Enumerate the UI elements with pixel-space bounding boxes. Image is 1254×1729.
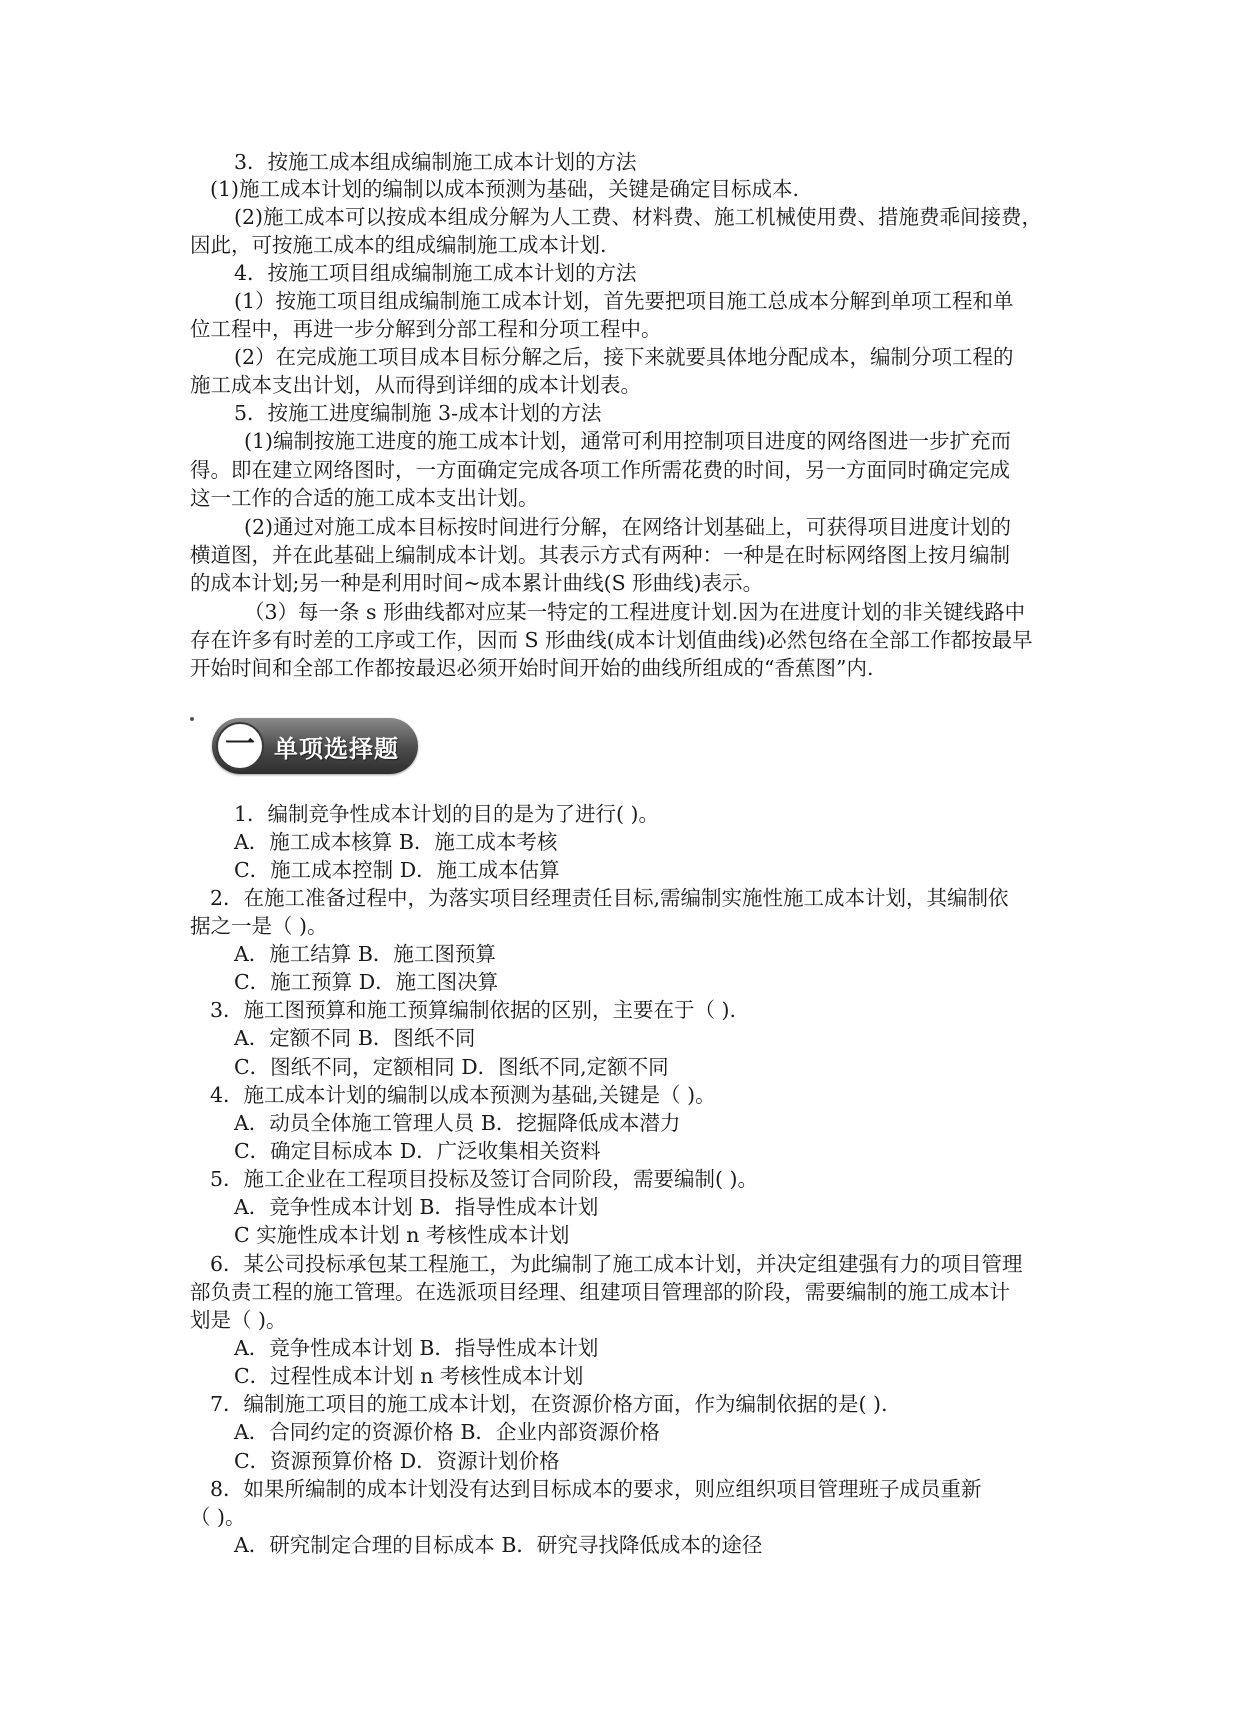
question-7-options-ab: A．合同约定的资源价格 B．企业内部资源价格 <box>234 1420 660 1444</box>
question-4: 4．施工成本计划的编制以成本预测为基础,关键是（ )。 <box>210 1083 716 1107</box>
question-8-cont: （ )。 <box>190 1505 246 1529</box>
question-5: 5．施工企业在工程项目投标及签订合同阶段，需要编制( )。 <box>210 1167 759 1191</box>
section-heading-4: 4．按施工项目组成编制施工成本计划的方法 <box>234 261 637 285</box>
paragraph-line: (2)通过对施工成本目标按时间进行分解，在网络计划基础上，可获得项目进度计划的 <box>244 515 1012 539</box>
stray-dot <box>190 717 194 721</box>
question-7-options-cd: C．资源预算价格 D．资源计划价格 <box>234 1449 560 1473</box>
paragraph-line: (1)施工成本计划的编制以成本预测为基础，关键是确定目标成本. <box>210 177 800 201</box>
paragraph-line: （3）每一条 s 形曲线都对应某一特定的工程进度计划.因为在进度计划的非关键线路中 <box>244 600 1026 624</box>
paragraph-line: 的成本计划;另一种是利用时间~成本累计曲线(S 形曲线)表示。 <box>190 571 764 595</box>
question-6-options-cd: C．过程性成本计划 n 考核性成本计划 <box>234 1364 584 1388</box>
paragraph-line: (2)施工成本可以按成本组成分解为人工费、材料费、施工机械使用费、措施费乖间接费， <box>234 205 1043 229</box>
question-4-options-cd: C．确定目标成本 D．广泛收集相关资料 <box>234 1139 601 1163</box>
banner-number-badge: 一 <box>216 722 264 770</box>
question-2: 2．在施工准备过程中，为落实项目经理责任目标,需编制实施性施工成本计划，其编制依 <box>210 886 1009 910</box>
paragraph-line: (1）按施工项目组成编制施工成本计划，首先要把项目施工总成本分解到单项工程和单 <box>234 289 1014 313</box>
paragraph-line: 横道图，并在此基础上编制成本计划。其表示方式有两种：一种是在时标网络图上按月编制 <box>190 543 1010 567</box>
paragraph-line: 得。即在建立网络图时，一方面确定完成各项工作所需花费的时间，另一方面同时确定完成 <box>190 458 1010 482</box>
section-heading-5: 5．按施工进度编制施 3-成本计划的方法 <box>234 401 602 425</box>
section-heading-3: 3．按施工成本组成编制施工成本计划的方法 <box>234 150 637 174</box>
question-1-options-cd: C．施工成本控制 D．施工成本估算 <box>234 858 560 882</box>
question-6-cont: 部负责工程的施工管理。在选派项目经理、组建项目管理部的阶段，需要编制的施工成本计 <box>190 1280 1010 1304</box>
question-8-options-ab: A．研究制定合理的目标成本 B．研究寻找降低成本的途径 <box>234 1533 763 1557</box>
question-7: 7．编制施工项目的施工成本计划，在资源价格方面，作为编制依据的是( ). <box>210 1392 888 1416</box>
question-5-options-cd: C 实施性成本计划 n 考核性成本计划 <box>234 1223 570 1247</box>
paragraph-line: 这一工作的合适的施工成本支出计划。 <box>190 486 539 510</box>
question-6-cont: 划是（ )。 <box>190 1308 287 1332</box>
paragraph-line: 存在许多有时差的工序或工作，因而 S 形曲线(成本计划值曲线)必然包络在全部工作都按最早 <box>190 628 1033 652</box>
paragraph-line: 位工程中，再进一步分解到分部工程和分项工程中。 <box>190 317 662 341</box>
paragraph-line: 因此，可按施工成本的组成编制施工成本计划. <box>190 233 607 257</box>
question-3-options-ab: A．定额不同 B．图纸不同 <box>234 1026 476 1050</box>
question-4-options-ab: A．动员全体施工管理人员 B．挖掘降低成本潜力 <box>234 1111 681 1135</box>
question-1-options-ab: A．施工成本核算 B．施工成本考核 <box>234 830 558 854</box>
section-banner <box>212 718 418 774</box>
paragraph-line: (1)编制按施工进度的施工成本计划，通常可利用控制项目进度的网络图进一步扩充而 <box>244 429 1012 453</box>
question-1: 1．编制竞争性成本计划的目的是为了进行( )。 <box>234 802 660 826</box>
question-3: 3．施工图预算和施工预算编制依据的区别，主要在于（ ). <box>210 998 737 1022</box>
banner-title: 单项选择题 <box>274 735 399 763</box>
paragraph-line: 施工成本支出计划，从而得到详细的成本计划表。 <box>190 373 641 397</box>
question-5-options-ab: A．竞争性成本计划 B．指导性成本计划 <box>234 1195 599 1219</box>
paragraph-line: (2）在完成施工项目成本目标分解之后，接下来就要具体地分配成本，编制分项工程的 <box>234 345 1014 369</box>
question-3-options-cd: C．图纸不同，定额相同 D．图纸不同,定额不同 <box>234 1055 669 1079</box>
question-6-options-ab: A．竞争性成本计划 B．指导性成本计划 <box>234 1336 599 1360</box>
question-2-cont: 据之一是（ )。 <box>190 914 328 938</box>
paragraph-line: 开始时间和全部工作都按最迟必须开始时间开始的曲线所组成的“香蕉图”内. <box>190 656 874 680</box>
question-2-options-ab: A．施工结算 B．施工图预算 <box>234 942 496 966</box>
question-8: 8．如果所编制的成本计划没有达到目标成本的要求，则应组织项目管理班子成员重新 <box>210 1477 982 1501</box>
question-6: 6．某公司投标承包某工程施工，为此编制了施工成本计划，并决定组建强有力的项目管理 <box>210 1252 1023 1276</box>
question-2-options-cd: C．施工预算 D．施工图决算 <box>234 970 499 994</box>
